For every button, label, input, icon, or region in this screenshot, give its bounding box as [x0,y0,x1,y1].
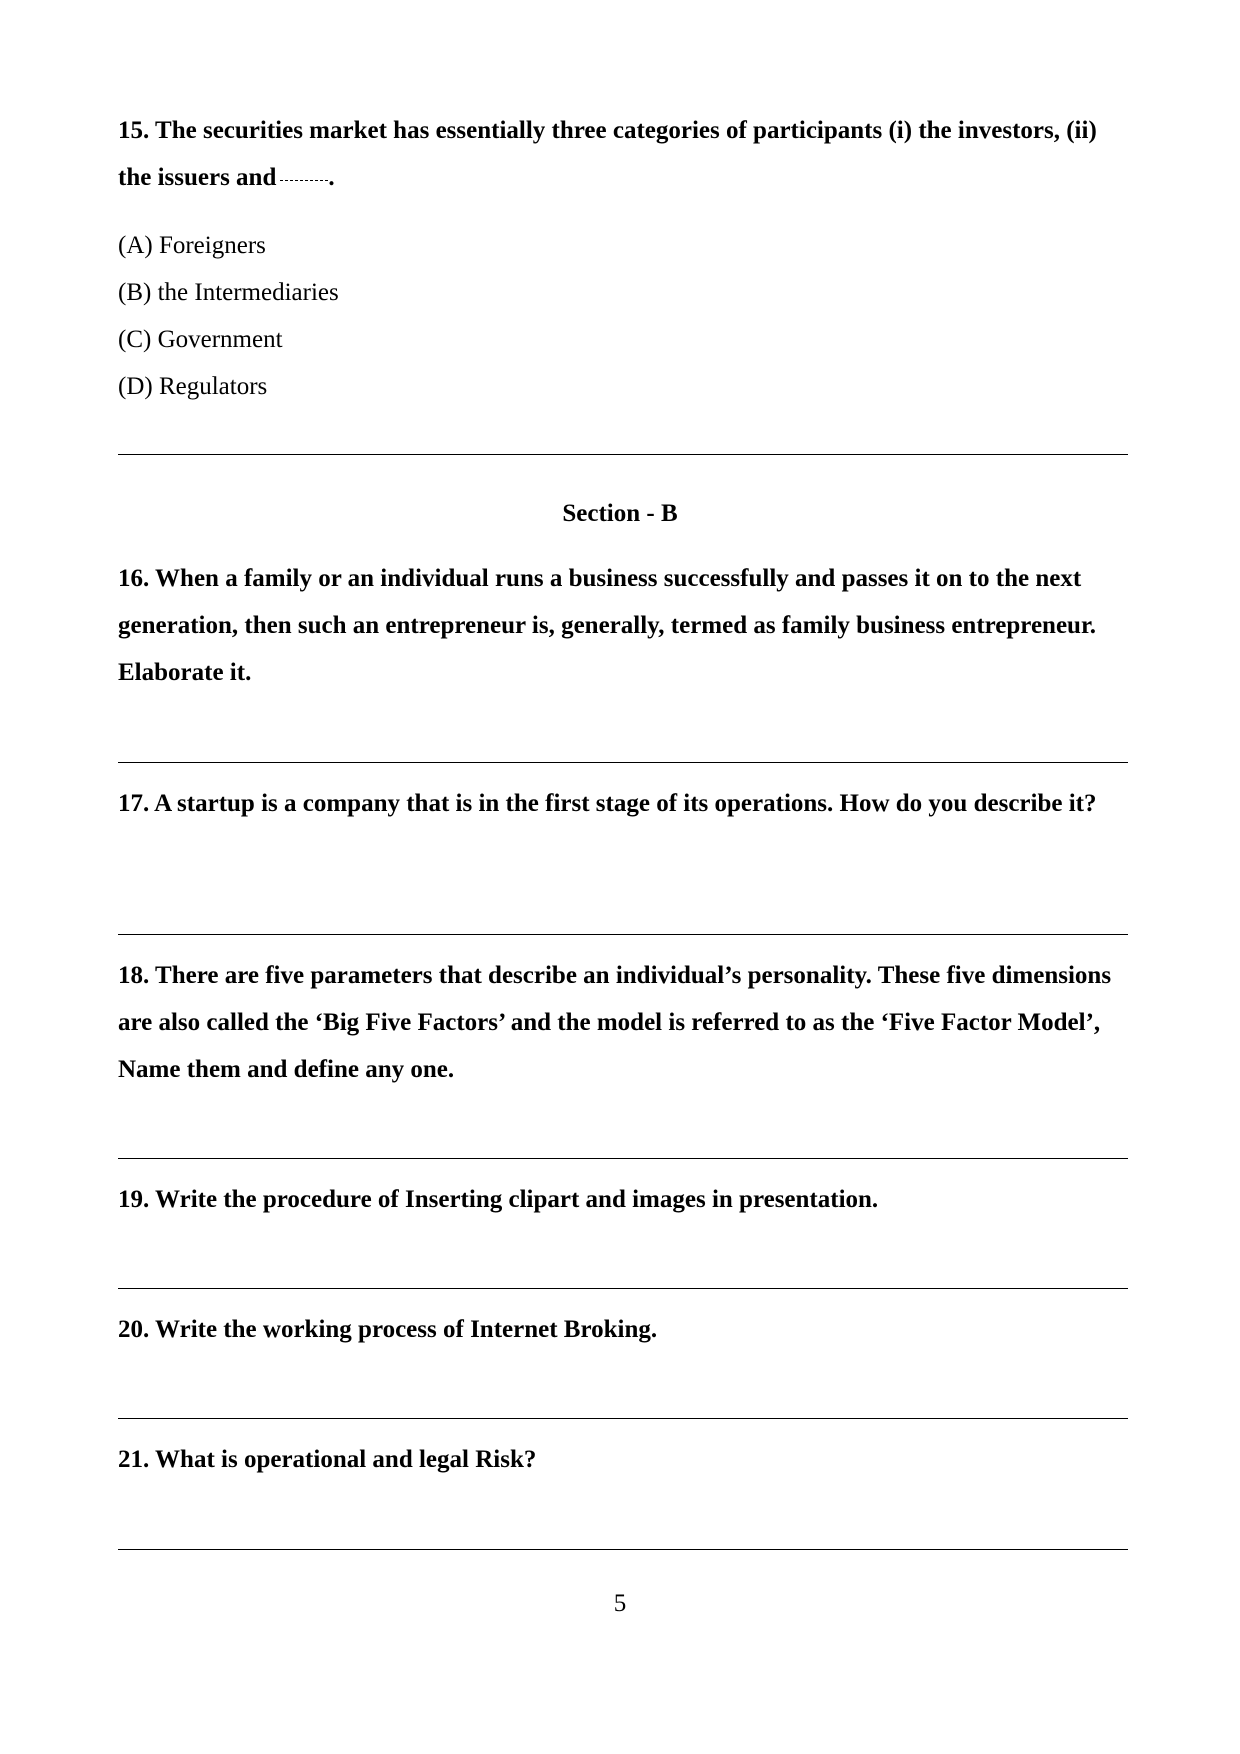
question-17 [118,780,1128,827]
divider [118,934,1128,935]
option-c: (C) Government [118,326,283,353]
divider [118,1158,1128,1159]
option-a: (A) Foreigners [118,232,266,259]
divider [118,762,1128,763]
question-17-text: 17. A startup is a company that is in the first stage of its operations. How do you describe it? [118,790,1097,817]
question-16 [118,555,1128,696]
divider [118,1549,1128,1550]
divider [118,1418,1128,1419]
question-18-text: 18. There are five parameters that describe an individual’s personality. These five dimensions are also called the ‘Big Five Factors’ and the model is referred to as the ‘Five Factor Model’, Name them and define any one. [118,962,1112,1083]
section-b-title: Section - B [562,500,678,527]
question-16-text: 16. When a family or an individual runs a business successfully and passes it on to the next generation, then such an entrepreneur is, generally, termed as family business entrepreneur. Elaborate it. [118,565,1096,686]
divider [118,1288,1128,1289]
question-20 [118,1306,1128,1353]
question-19-text: 19. Write the procedure of Inserting clipart and images in presentation. [118,1186,879,1213]
question-19 [118,1176,1128,1223]
question-15-options [118,222,1128,410]
question-21-text: 21. What is operational and legal Risk? [118,1446,537,1473]
question-15 [118,107,1128,201]
divider [118,454,1128,455]
option-d: (D) Regulators [118,373,268,400]
question-18 [118,952,1128,1093]
question-21 [118,1436,1128,1483]
question-20-text: 20. Write the working process of Internet Broking. [118,1316,658,1343]
option-b: (B) the Intermediaries [118,279,339,306]
question-15-text: 15. The securities market has essentially three categories of participants (i) the investors, (ii) the issuers and . [118,117,1097,191]
page-number: 5 [613,1590,627,1617]
fill-in-blank [280,180,328,181]
